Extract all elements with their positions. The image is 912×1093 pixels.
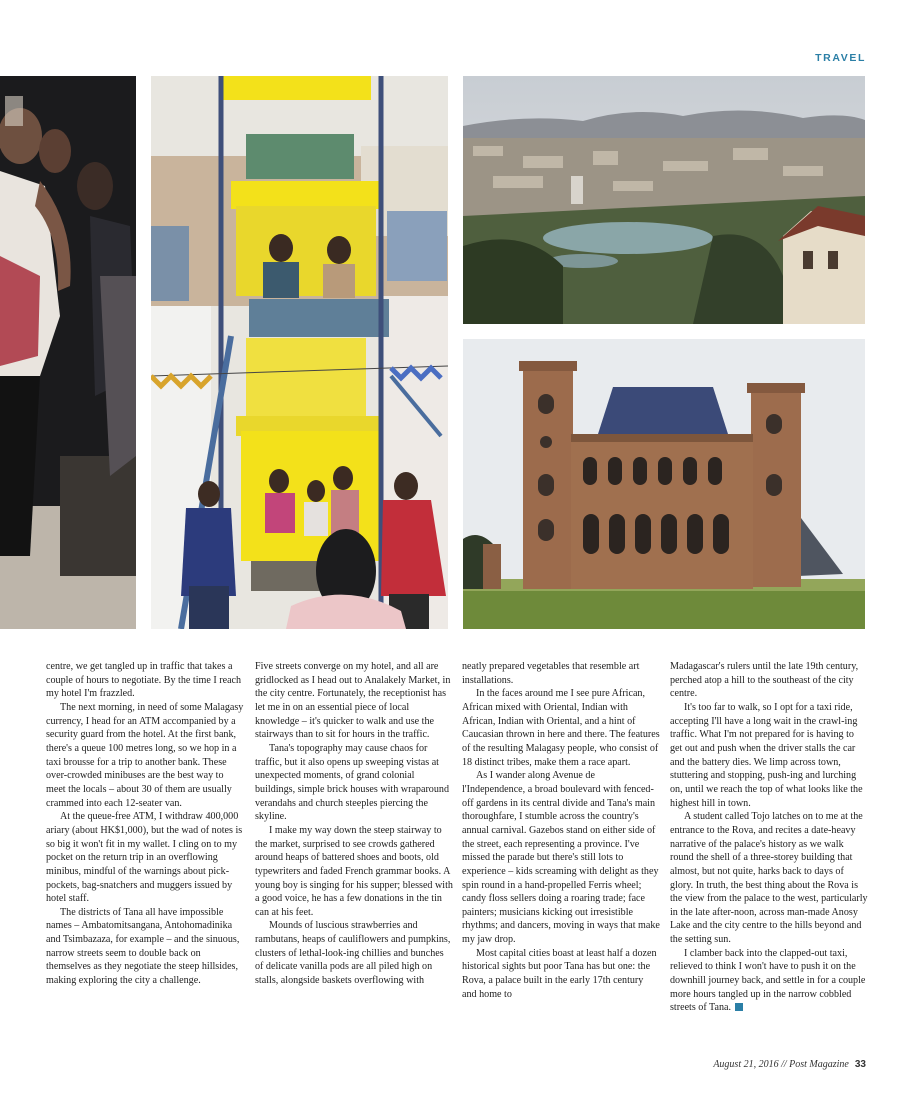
paragraph	[670, 947, 868, 1015]
paragraph: The next morning, in need of some Malagasy currency, I head for an ATM accompanied by a security guard from the hotel. At the first bank, there's a queue 100 metres long, so we hop in a taxi brousse for a trip to another bank. These over-crowded minibuses are the best way to meet the locals – about 30 of them are usually crammed into each 12-seater van.	[46, 701, 244, 809]
section-label: TRAVEL	[815, 52, 866, 64]
paragraph: At the queue-free ATM, I withdraw 400,000 ariary (about HK$1,000), but the wad of notes is so big it won't fit in my wallet. I cling on to my pocket on the return trip in an overflowing minibus, mindful of the warnings about pick-pockets, bag-snatchers and muggers issued by hotel staff.	[46, 811, 243, 905]
end-mark-icon	[735, 1003, 743, 1011]
page-footer	[713, 1059, 866, 1070]
paragraph: A student called Tojo latches on to me at the entrance to the Rova, and recites a date-heavy narrative of the palace's history as we walk round the shell of a three-storey building that almost, but not quite, harks back to days of glory. In truth, the best thing about the Rova is the view from the palace to the west, particularly in the late after-noon, across man-made Anosy Lake and the city centre to the hills beyond and the setting sun.	[670, 811, 868, 946]
paragraph: It's too far to walk, so I opt for a taxi ride, accepting I'll have a long wait in the crawl-ing traffic. What I'm not prepared for is having to get out and push when the driver stalls the car and the battery dies. We limp across town, stuttering and stopping, push-ing and lurching on, until we reach the top of what looks like the highest hill in town.	[670, 701, 863, 809]
palace-photo	[463, 339, 865, 629]
ferris-wheel-photo	[151, 76, 448, 629]
paragraph: Mounds of luscious strawberries and rambutans, heaps of cauliflowers and pumpkins, clusters of lethal-look-ing chillies and bunches of delicate vanilla pods are all piled high on stalls, alongside baskets overflowing with	[255, 920, 451, 987]
city-lake-photo	[463, 76, 865, 324]
paragraph: centre, we get tangled up in traffic that takes a couple of hours to negotiate. By the time I reach my hotel I'm frazzled.	[46, 661, 242, 700]
page-number: 33	[854, 1059, 866, 1070]
paragraph: Five streets converge on my hotel, and all are gridlocked as I head out to Analakely Market, in the city centre. Fortunately, the receptionist has let me in on an essential piece of local knowledge – it's quicker to walk and use the stairways than to sit for hours in the traffic.	[255, 661, 451, 741]
article-column-2	[255, 660, 453, 988]
paragraph: As I wander along Avenue de l'Independence, a broad boulevard with fenced-off gardens in its central divide and Tana's main thoroughfare, I stumble across the country's annual carnival. Gazebos stand on either side of the street, each representing a province. I've missed the parade but there's still lots to experience – kids screaming with delight as they spin round in a hand-propelled Ferris wheel; candy floss sellers doing a roaring trade; face painters; musicians kicking out irresistible rhythms; and dancers, moving in ways that make my jaw drop.	[462, 770, 660, 946]
crowd-photo	[0, 76, 136, 629]
paragraph: neatly prepared vegetables that resemble art installations.	[462, 661, 640, 686]
publication-date: August 21, 2016 // Post Magazine	[713, 1059, 849, 1070]
paragraph: Madagascar's rulers until the late 19th century, perched atop a hill to the southeast of the city centre.	[670, 661, 859, 700]
paragraph-text: I clamber back into the clapped-out taxi, relieved to think I won't have to push it on the downhill journey back, and settle in for a couple more hours tangled up in the narrow cobbled streets of Tana.	[670, 947, 866, 1014]
paragraph: Most capital cities boast at least half a dozen historical sights but poor Tana has but one: the Rova, a palace built in the early 17th century and home to	[462, 947, 657, 1000]
article-column-1	[46, 660, 244, 988]
paragraph: The districts of Tana all have impossible names – Ambatomitsangana, Antohomadinika and Tsimbazaza, for example – and the sinuous, narrow streets seem to double back on themselves as they negotiate the steep hillsides, making exploring the city a challenge.	[46, 906, 240, 987]
paragraph: Tana's topography may cause chaos for traffic, but it also opens up sweeping vistas at unexpected moments, of grand colonial buildings, simple brick houses with wraparound verandahs and church steeples piercing the skyline.	[255, 742, 449, 823]
article-column-4	[670, 660, 868, 1015]
paragraph: In the faces around me I see pure African, African mixed with Oriental, Indian with African, Indian with Oriental, and a hint of Caucasian thrown in here and there. The features of the resulting Malagasy people, who consist of 18 distinct tribes, make them a race apart.	[462, 688, 660, 768]
paragraph: I make my way down the steep stairway to the market, surprised to see crowds gathered around heaps of battered shoes and boots, old typewriters and faded French grammar books. A young boy is singing for his supper; blessed with a good voice, he has a few donations in the tin can at his feet.	[255, 824, 453, 918]
article-column-3	[462, 660, 660, 1001]
